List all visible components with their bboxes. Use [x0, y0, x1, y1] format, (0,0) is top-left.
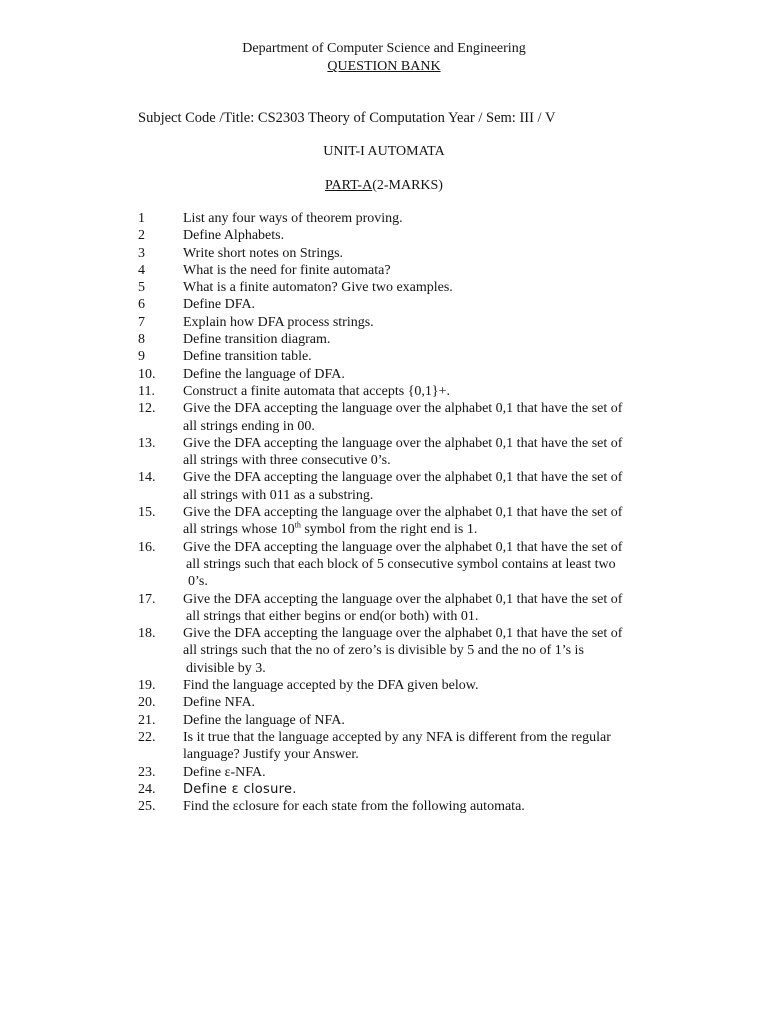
- question-number: 8: [138, 332, 145, 348]
- question-text: Define the language of DFA.: [183, 366, 345, 382]
- question-number: 22.: [138, 729, 156, 745]
- question-number: 16.: [138, 539, 156, 555]
- question-number: 4: [138, 262, 145, 278]
- question-item: [138, 245, 678, 262]
- question-text: [183, 469, 663, 504]
- question-item: [138, 383, 678, 400]
- question-item: [138, 694, 678, 711]
- question-item: [138, 781, 678, 798]
- question-line: all strings such that the no of zero’s is divisible by 5 and the no of 1’s is: [183, 643, 584, 659]
- question-item: [138, 296, 678, 313]
- question-text: Construct a finite automata that accepts {0,1}+.: [183, 383, 451, 399]
- question-text: [183, 625, 663, 677]
- question-item: [138, 262, 678, 279]
- question-number: 24.: [138, 781, 156, 797]
- question-text: [183, 400, 663, 435]
- superscript: th: [294, 520, 301, 530]
- question-line: Give the DFA accepting the language over the alphabet 0,1 that have the set of: [183, 505, 623, 521]
- question-number: 11.: [138, 383, 155, 399]
- question-item: [138, 625, 678, 677]
- question-item: [138, 210, 678, 227]
- question-line: Give the DFA accepting the language over the alphabet 0,1 that have the set of: [183, 401, 623, 417]
- question-text: What is the need for finite automata?: [183, 262, 391, 278]
- question-item: [138, 279, 678, 296]
- part-marks: (2-MARKS): [372, 178, 443, 193]
- question-number: 15.: [138, 505, 156, 521]
- question-item: [138, 400, 678, 435]
- question-line: Give the DFA accepting the language over the alphabet 0,1 that have the set of: [183, 435, 623, 451]
- question-item: [138, 798, 678, 815]
- question-text: Explain how DFA process strings.: [183, 314, 374, 330]
- question-line: all strings with 011 as a substring.: [183, 487, 374, 503]
- question-text: What is a finite automaton? Give two examples.: [183, 280, 453, 296]
- question-number: 21.: [138, 712, 156, 728]
- question-item: [138, 469, 678, 504]
- question-line: 0’s.: [188, 574, 208, 590]
- question-number: 7: [138, 314, 145, 330]
- question-line-part: all strings whose 10: [183, 522, 295, 538]
- question-number: 2: [138, 228, 145, 244]
- question-line: Give the DFA accepting the language over the alphabet 0,1 that have the set of: [183, 626, 623, 642]
- question-number: 25.: [138, 799, 156, 815]
- question-text: Define DFA.: [183, 297, 256, 313]
- question-text: Define ε-NFA.: [183, 764, 266, 780]
- question-text: Define transition diagram.: [183, 332, 331, 348]
- question-text: Find the language accepted by the DFA given below.: [183, 678, 479, 694]
- question-number: 6: [138, 297, 145, 313]
- question-number: 17.: [138, 591, 156, 607]
- question-text: Define the language of NFA.: [183, 712, 345, 728]
- question-line: all strings that either begins or end(or both) with 01.: [186, 608, 479, 624]
- question-text: Write short notes on Strings.: [183, 245, 344, 261]
- question-line: Is it true that the language accepted by any NFA is different from the regular: [183, 729, 611, 745]
- question-item: [138, 712, 678, 729]
- question-text: [183, 435, 663, 470]
- question-line: divisible by 3.: [186, 660, 266, 676]
- part-label: PART-A: [325, 178, 373, 193]
- question-text: [183, 504, 663, 539]
- question-line: all strings ending in 00.: [183, 418, 315, 434]
- part-heading: [0, 178, 768, 194]
- question-line: language? Justify your Answer.: [183, 747, 359, 763]
- question-item: [138, 314, 678, 331]
- question-line: Give the DFA accepting the language over the alphabet 0,1 that have the set of: [183, 539, 623, 555]
- question-item: [138, 591, 678, 626]
- question-item: [138, 331, 678, 348]
- question-text: [183, 729, 663, 764]
- question-number: 9: [138, 349, 145, 365]
- question-text: [183, 591, 663, 626]
- question-item: [138, 366, 678, 383]
- question-number: 14.: [138, 470, 156, 486]
- question-item: [138, 729, 678, 764]
- question-line: all strings such that each block of 5 consecutive symbol contains at least two: [186, 556, 616, 572]
- question-number: 18.: [138, 626, 156, 642]
- question-number: 23.: [138, 764, 156, 780]
- department-heading: Department of Computer Science and Engineering: [242, 41, 526, 56]
- question-item: [138, 348, 678, 365]
- question-number: 20.: [138, 695, 156, 711]
- question-number: 3: [138, 245, 145, 261]
- question-list: [138, 210, 678, 815]
- unit-heading: UNIT-I AUTOMATA: [323, 144, 445, 159]
- question-number: 1: [138, 211, 145, 226]
- question-text: Find the εclosure for each state from the following automata.: [183, 799, 525, 815]
- question-item: [138, 764, 678, 781]
- subject-line: Subject Code /Title: CS2303 Theory of Computation Year / Sem: III / V: [138, 110, 556, 126]
- question-item: [138, 227, 678, 244]
- question-number: 5: [138, 280, 145, 296]
- question-item: [138, 677, 678, 694]
- question-item: [138, 504, 678, 539]
- question-line: Give the DFA accepting the language over the alphabet 0,1 that have the set of: [183, 470, 623, 486]
- question-number: 13.: [138, 435, 156, 451]
- question-line: all strings with three consecutive 0’s.: [183, 453, 391, 469]
- question-text: List any four ways of theorem proving.: [183, 211, 403, 226]
- question-number: 19.: [138, 678, 156, 694]
- question-text: Define transition table.: [183, 349, 312, 365]
- question-text: Define Alphabets.: [183, 228, 285, 244]
- question-number: 10.: [138, 366, 156, 382]
- question-text: Define NFA.: [183, 695, 256, 711]
- document-title: QUESTION BANK: [327, 59, 441, 74]
- question-line: [183, 522, 477, 537]
- question-item: [138, 539, 678, 591]
- question-text: Define ε closure.: [183, 781, 297, 797]
- question-text: [183, 539, 663, 591]
- question-item: [138, 435, 678, 470]
- question-number: 12.: [138, 401, 156, 417]
- question-line: Give the DFA accepting the language over the alphabet 0,1 that have the set of: [183, 591, 623, 607]
- question-line-part: symbol from the right end is 1.: [300, 522, 478, 538]
